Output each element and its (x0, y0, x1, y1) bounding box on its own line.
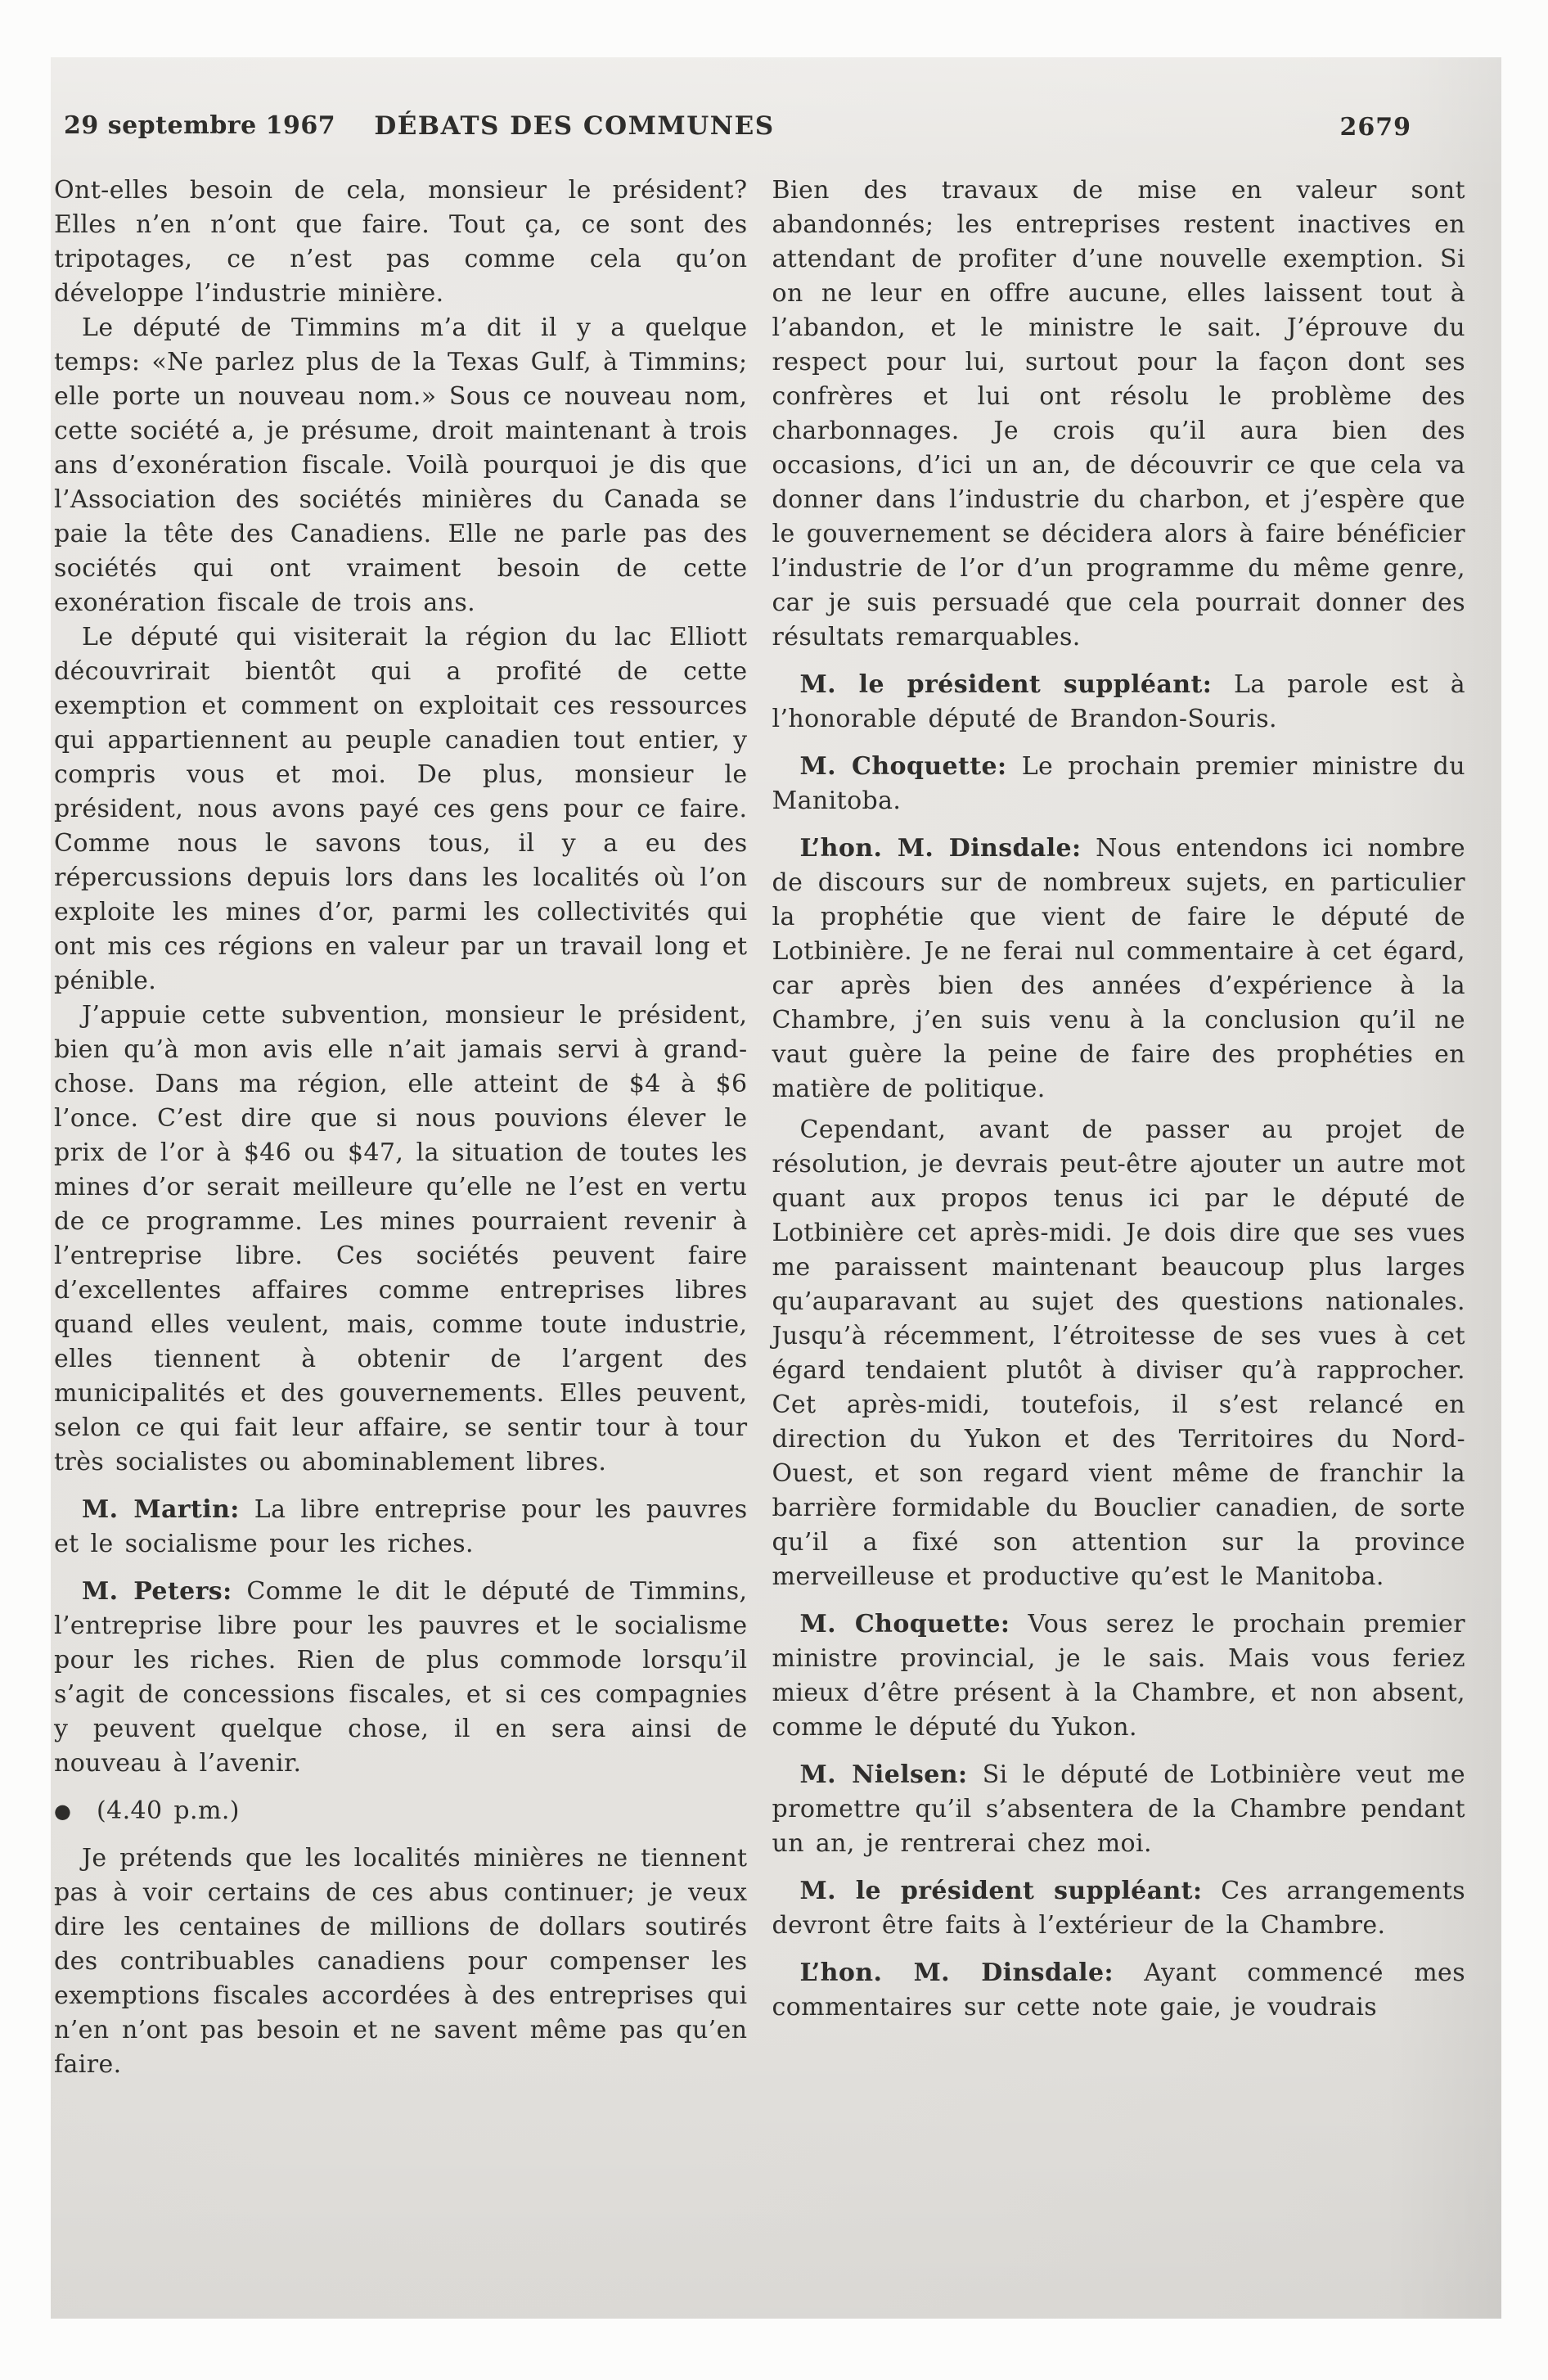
debate-paragraph (772, 1758, 1466, 1861)
debate-paragraph (54, 1841, 748, 2082)
page-scan (51, 57, 1501, 2319)
speaker-name: M. le président suppléant: (799, 670, 1213, 699)
paragraph-text: La libre entreprise pour les pauvres et le socialisme pour les riches. (54, 1495, 748, 1558)
debate-paragraph (772, 750, 1466, 818)
header-title: DÉBATS DES COMMUNES (374, 111, 775, 141)
paragraph-text: La parole est à l’honorable député de Brandon-Souris. (772, 670, 1465, 733)
debate-paragraph (772, 1113, 1466, 1594)
paragraph-text: Cependant, avant de passer au projet de résolution, je devrais peut-être ajouter un autre mot quant aux propos tenus ici par le député de Lotbinière cet après-midi. Je dois dire que ses vues me paraissent maintenant beaucoup plus larges qu’auparavant au sujet des questions nationales. Jusqu’à récemment, l’étroitesse de ses vues à cet égard tendaient plutôt à diviser qu’à rapprocher. Cet après-midi, toutefois, il s’est relancé en direction du Yukon et des Territoires du Nord-Ouest, et son regard vient même de franchir la barrière formidable du Bouclier canadien, de sorte qu’il a fixé son attention sur la province merveilleuse et productive qu’est le Manitoba. (772, 1116, 1465, 1591)
debate-paragraph (772, 832, 1466, 1107)
left-column (54, 174, 748, 2082)
debate-paragraph (54, 1575, 748, 1781)
speaker-name: M. Martin: (82, 1495, 240, 1524)
speaker-name: L’hon. M. Dinsdale: (799, 1959, 1114, 1987)
speaker-name: M. Nielsen: (799, 1760, 968, 1789)
debate-paragraph (772, 1956, 1466, 2025)
debate-paragraph (54, 174, 748, 311)
right-column (772, 174, 1466, 2082)
paragraph-text: Comme le dit le député de Timmins, l’entreprise libre pour les pauvres et le socialisme pour les riches. Rien de plus commode lorsqu’il s’agit de concessions fiscales, et si ces compagnies y peuvent quelque chose, il en sera ainsi de nouveau à l’avenir. (54, 1577, 748, 1778)
header-date: 29 septembre 1967 (64, 111, 336, 140)
debate-paragraph (54, 311, 748, 620)
speaker-name: M. Choquette: (799, 1610, 1010, 1639)
debate-paragraph (54, 1493, 748, 1562)
text-columns (54, 174, 1465, 2082)
paragraph-text: Bien des travaux de mise en valeur sont abandonnés; les entreprises restent inactives en attendant de profiter d’une nouvelle exemption. Si on ne leur en offre aucune, elles laissent tout à l’abandon, et le ministre le sait. J’éprouve du respect pour lui, surtout pour la façon dont ses confrères et lui ont résolu le problème des charbonnages. Je crois qu’il aura bien des occasions, d’ici un an, de découvrir ce que cela va donner dans l’industrie du charbon, et j’espère que le gouvernement se décidera alors à faire bénéficier l’industrie de l’or d’un programme du même genre, car je suis persuadé que cela pourrait donner des résultats remarquables. (772, 176, 1465, 651)
time-marker-bullet-icon: ● (54, 1800, 72, 1823)
paragraph-text: Je prétends que les localités minières ne tiennent pas à voir certains de ces abus continuer; je veux dire les centaines de millions de dollars soutirés des contribuables canadiens pour compenser les exemptions fiscales accordées à des entreprises qui n’en n’ont pas besoin et ne savent même pas qu’en faire. (54, 1844, 748, 2079)
debate-paragraph (772, 1874, 1466, 1943)
debate-paragraph (772, 174, 1466, 655)
speaker-name: M. Choquette: (799, 752, 1007, 781)
debate-paragraph (772, 1607, 1466, 1745)
paragraph-text: Ces arrangements devront être faits à l’extérieur de la Chambre. (772, 1877, 1465, 1940)
speaker-name: L’hon. M. Dinsdale: (799, 834, 1082, 863)
paragraph-text: Ont-elles besoin de cela, monsieur le président? Elles n’en n’ont que faire. Tout ça, ce sont des tripotages, ce n’est pas comme cela qu’on développe l’industrie minière. (54, 176, 748, 308)
paragraph-text: Vous serez le prochain premier ministre provincial, je le sais. Mais vous feriez mieux d’être présent à la Chambre, et non absent, comme le député du Yukon. (772, 1610, 1466, 1742)
paragraph-text: Le député de Timmins m’a dit il y a quelque temps: «Ne parlez plus de la Texas Gulf, à Timmins; elle porte un nouveau nom.» Sous ce nouveau nom, cette société a, je présume, droit maintenant à trois ans d’exonération fiscale. Voilà pourquoi je dis que l’Association des sociétés minières du Canada se paie la tête des Canadiens. Elle ne parle pas des sociétés qui ont vraiment besoin de cette exonération fiscale de trois ans. (54, 313, 748, 617)
paragraph-text: Le prochain premier ministre du Manitoba. (772, 752, 1465, 815)
paragraph-text: Le député qui visiterait la région du lac Elliott découvrirait bientôt qui a profité de cette exemption et comment on exploitait ces ressources qui appartiennent au peuple canadien tout entier, y compris vous et moi. De plus, monsieur le président, nous avons payé ces gens pour ce faire. Comme nous le savons tous, il y a eu des répercussions depuis lors dans les localités où l’on exploite les mines d’or, parmi les collectivités qui ont mis ces régions en valeur par un travail long et pénible. (54, 623, 748, 995)
speaker-name: M. Peters: (82, 1577, 232, 1606)
time-marker-text: (4.40 p.m.) (97, 1796, 240, 1825)
time-marker (54, 1794, 748, 1828)
page-header (54, 111, 1465, 149)
debate-paragraph (54, 998, 748, 1480)
paragraph-text: J’appuie cette subvention, monsieur le président, bien qu’à mon avis elle n’ait jamais servi à grand-chose. Dans ma région, elle atteint de $4 à $6 l’once. C’est dire que si nous pouvions élever le prix de l’or à $46 ou $47, la situation de toutes les mines d’or serait meilleure qu’elle ne l’est en vertu de ce programme. Les mines pourraient revenir à l’entreprise libre. Ces sociétés peuvent faire d’excellentes affaires comme entreprises libres quand elles veulent, mais, comme toute industrie, elles tiennent à obtenir de l’argent des municipalités et des gouvernements. Elles peuvent, selon ce qui fait leur affaire, se sentir tour à tour très socialistes ou abominablement libres. (54, 1001, 748, 1476)
paragraph-text: Si le député de Lotbinière veut me promettre qu’il s’absentera de la Chambre pendant un an, je rentrerai chez moi. (772, 1760, 1465, 1858)
header-page-number: 2679 (1339, 113, 1411, 142)
debate-paragraph (54, 620, 748, 998)
speaker-name: M. le président suppléant: (799, 1877, 1203, 1905)
paragraph-text: Ayant commencé mes commentaires sur cette note gaie, je voudrais (772, 1959, 1465, 2022)
debate-paragraph (772, 668, 1466, 737)
paragraph-text: Nous entendons ici nombre de discours sur de nombreux sujets, en particulier la prophétie que vient de faire le député de Lotbinière. Je ne ferai nul commentaire à cet égard, car après bien des années d’expérience à la Chambre, j’en suis venu à la conclusion qu’il ne vaut guère la peine de faire des prophéties en matière de politique. (772, 834, 1465, 1103)
